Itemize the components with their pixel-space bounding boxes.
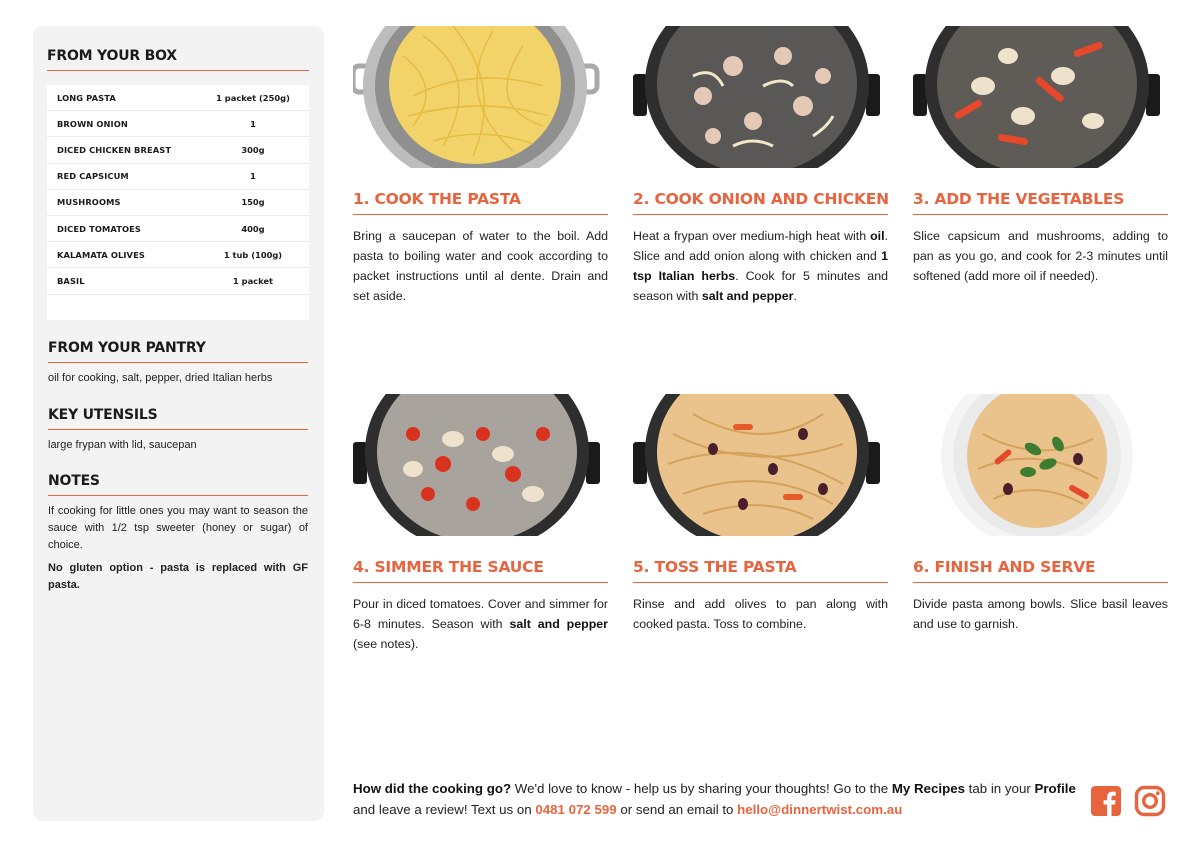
ingredient-name: DICED CHICKEN BREAST bbox=[57, 144, 172, 155]
step-text-segment: Pour in diced tomatoes. Cover and simmer for 6-8 minutes. Season with bbox=[353, 597, 608, 631]
step-4 bbox=[353, 394, 608, 654]
step-text-segment: . Slice and add onion along with chicken and bbox=[633, 229, 888, 263]
footer-question: How did the cooking go? bbox=[353, 781, 512, 796]
step-3-title: 3. ADD THE VEGETABLES bbox=[913, 190, 1168, 215]
step-text-emphasis: salt and pepper bbox=[701, 289, 794, 303]
step-1-title: 1. COOK THE PASTA bbox=[353, 190, 608, 215]
pantry-text: oil for cooking, salt, pepper, dried Italian herbs bbox=[48, 372, 273, 384]
footer-email-link[interactable]: hello@dinnertwist.com.au bbox=[737, 802, 903, 817]
step-5-photo bbox=[633, 394, 888, 536]
step-1 bbox=[353, 26, 608, 306]
step-text-segment: (see notes). bbox=[353, 637, 419, 651]
step-text-segment: Heat a frypan over medium-high heat with bbox=[633, 229, 871, 243]
footer-text-4: or send an email to bbox=[616, 802, 738, 817]
ingredient-row bbox=[47, 111, 309, 137]
ingredient-row bbox=[47, 216, 309, 242]
step-3-photo bbox=[913, 26, 1168, 168]
step-text-segment: . bbox=[793, 289, 797, 303]
step-text-emphasis: salt and pepper bbox=[509, 617, 608, 631]
step-4-photo bbox=[353, 394, 608, 536]
step-text-emphasis: oil bbox=[870, 229, 885, 243]
ingredient-name: BASIL bbox=[57, 275, 85, 286]
step-text-emphasis: 1 tsp Italian herbs bbox=[633, 249, 888, 283]
step-1-photo bbox=[353, 26, 608, 168]
step-2 bbox=[633, 26, 888, 306]
utensils-text: large frypan with lid, saucepan bbox=[48, 439, 197, 451]
step-5-text bbox=[633, 594, 888, 634]
from-your-box-title: FROM YOUR BOX bbox=[47, 48, 309, 71]
ingredient-row bbox=[47, 137, 309, 163]
footer-text-2: tab in your bbox=[964, 781, 1035, 796]
feedback-footer bbox=[353, 778, 1083, 820]
ingredient-name: KALAMATA OLIVES bbox=[57, 249, 145, 260]
ingredient-row bbox=[47, 85, 309, 111]
ingredient-name: BROWN ONION bbox=[57, 118, 128, 129]
step-6-title: 6. FINISH AND SERVE bbox=[913, 558, 1168, 583]
step-1-text bbox=[353, 226, 608, 306]
ingredient-qty: 1 bbox=[250, 118, 256, 129]
notes-section bbox=[48, 473, 308, 594]
facebook-icon[interactable] bbox=[1090, 785, 1122, 817]
ingredient-qty: 300g bbox=[241, 144, 265, 155]
step-6 bbox=[913, 394, 1168, 634]
ingredient-name: DICED TOMATOES bbox=[57, 223, 142, 234]
footer-text-1: We'd love to know - help us by sharing your thoughts! Go to the bbox=[511, 781, 892, 796]
ingredient-name: LONG PASTA bbox=[57, 92, 116, 103]
ingredients-sidebar bbox=[33, 26, 324, 821]
ingredient-qty: 1 packet (250g) bbox=[216, 92, 290, 103]
utensils-title: KEY UTENSILS bbox=[48, 407, 308, 430]
ingredient-qty: 1 tub (100g) bbox=[223, 249, 283, 260]
step-6-photo bbox=[913, 394, 1168, 536]
notes-text: If cooking for little ones you may want to season the sauce with 1/2 tsp sweeter (honey or sugar) of choice. bbox=[48, 505, 308, 551]
pantry-title: FROM YOUR PANTRY bbox=[48, 340, 308, 363]
footer-my-recipes: My Recipes bbox=[891, 781, 965, 796]
notes-gf-text: No gluten option - pasta is replaced with GF pasta. bbox=[48, 562, 308, 591]
ingredient-row bbox=[47, 190, 309, 216]
step-3-text bbox=[913, 226, 1168, 286]
step-2-title: 2. COOK ONION AND CHICKEN bbox=[633, 190, 888, 215]
instagram-icon[interactable] bbox=[1134, 785, 1166, 817]
step-6-text bbox=[913, 594, 1168, 634]
ingredient-row bbox=[47, 164, 309, 190]
step-text-segment: Rinse and add olives to pan along with cooked pasta. Toss to combine. bbox=[633, 597, 888, 631]
footer-phone-link[interactable]: 0481 072 599 bbox=[535, 802, 617, 817]
ingredient-qty: 1 bbox=[250, 171, 256, 182]
step-text-segment: Bring a saucepan of water to the boil. Add pasta to boiling water and cook according to packet instructions until al dente. Drain and set aside. bbox=[353, 229, 608, 303]
from-your-box-section bbox=[47, 48, 309, 320]
ingredient-qty: 1 packet bbox=[232, 275, 273, 286]
step-5-title: 5. TOSS THE PASTA bbox=[633, 558, 888, 583]
step-4-title: 4. SIMMER THE SAUCE bbox=[353, 558, 608, 583]
notes-title: NOTES bbox=[48, 473, 308, 496]
ingredient-row bbox=[47, 242, 309, 268]
pantry-section bbox=[48, 340, 308, 387]
ingredient-qty: 150g bbox=[241, 197, 265, 208]
step-2-text bbox=[633, 226, 888, 306]
step-text-segment: Slice capsicum and mushrooms, adding to pan as you go, and cook for 2-3 minutes until softened (add more oil if needed). bbox=[913, 229, 1168, 283]
social-links bbox=[1090, 785, 1166, 817]
utensils-section bbox=[48, 407, 308, 454]
step-5 bbox=[633, 394, 888, 634]
step-3 bbox=[913, 26, 1168, 286]
ingredients-table bbox=[47, 85, 309, 320]
step-2-photo bbox=[633, 26, 888, 168]
step-text-segment: Divide pasta among bowls. Slice basil leaves and use to garnish. bbox=[913, 597, 1168, 631]
ingredient-row bbox=[47, 268, 309, 294]
ingredient-qty: 400g bbox=[241, 223, 265, 234]
step-text-segment: . Cook for 5 minutes and season with bbox=[633, 269, 888, 303]
ingredient-name: MUSHROOMS bbox=[57, 197, 121, 208]
footer-profile: Profile bbox=[1034, 781, 1076, 796]
footer-text-3: and leave a review! Text us on bbox=[353, 802, 536, 817]
ingredient-name: RED CAPSICUM bbox=[57, 171, 129, 182]
step-4-text bbox=[353, 594, 608, 654]
